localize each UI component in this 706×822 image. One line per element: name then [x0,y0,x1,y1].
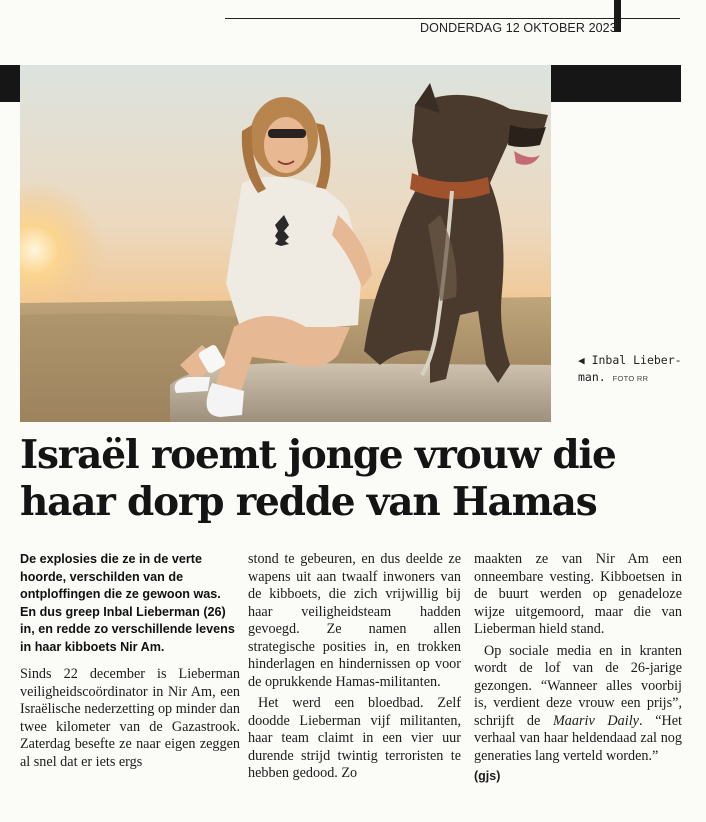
quote-text-a: Op sociale media en in kranten wordt de lof van de 26-jarige gezongen. “Wanneer alles voorbij is, verdient deze vrouw een prijs”, schrijft de [474,642,682,729]
caption-name: Inbal Lieber-man. [578,353,682,384]
article-column-3 [474,551,682,783]
article-column-2 [248,551,461,783]
article-paragraph: stond te gebeuren, en dus deelde ze wapens uit aan twaalf inwoners van de kibboets, die zich vrijwillig bij haar veiligheidsteam hadden gevoegd. Ze namen allen strategische posities in, en trokken hinderlagen en hindernissen op voor de oprukkende Hamas-militanten. [248,551,461,690]
photo-illustration [20,65,551,422]
left-black-bar [0,65,20,102]
caption-credit: FOTO RR [612,374,649,383]
article-lead: De explosies die ze in de verte hoorde, verschilden van de ontploffingen die ze gewoon was. En dus greep Inbal Lieberman (26) in, en redde zo verschillende levens in haar kibboets Nir Am. [20,552,235,654]
article-paragraph: maakten ze van Nir Am een onneembare vesting. Kibboetsen in de buurt werden op genadeloze wijze uitgemoord, maar die van Lieberman hield stand. [474,551,682,637]
article-photo [20,65,551,422]
article-column-1 [20,551,240,771]
author-signature: (gjs) [474,769,501,783]
quote-text-b: . “Het verhaal van haar heldendaad zal nog generaties lang verteld worden.” [474,712,682,764]
article-paragraph: Sinds 22 december is Lieberman veiligheidscoördinator in Nir Am, een Israëlische nederzetting op minder dan twee kilometer van de Gazastrook. Zaterdag besefte ze naar eigen zeggen al snel dat er iets ergs [20,666,240,770]
right-black-bar [551,65,681,102]
header-rule [225,18,680,19]
article-headline: Israël roemt jonge vrouw die haar dorp redde van Hamas [20,432,616,525]
photo-caption [578,352,688,387]
article-paragraph [474,643,682,766]
article-paragraph: Het werd een bloedbad. Zelf doodde Lieberman vijf militanten, haar team claimt in een vier uur durende strijd twintig terroristen te hebben gedood. Zo [248,695,461,781]
page-date: DONDERDAG 12 OKTOBER 2023 [420,21,617,35]
quote-source: Maariv Daily [552,712,639,729]
caption-pointer-icon: ◀ [578,354,585,367]
